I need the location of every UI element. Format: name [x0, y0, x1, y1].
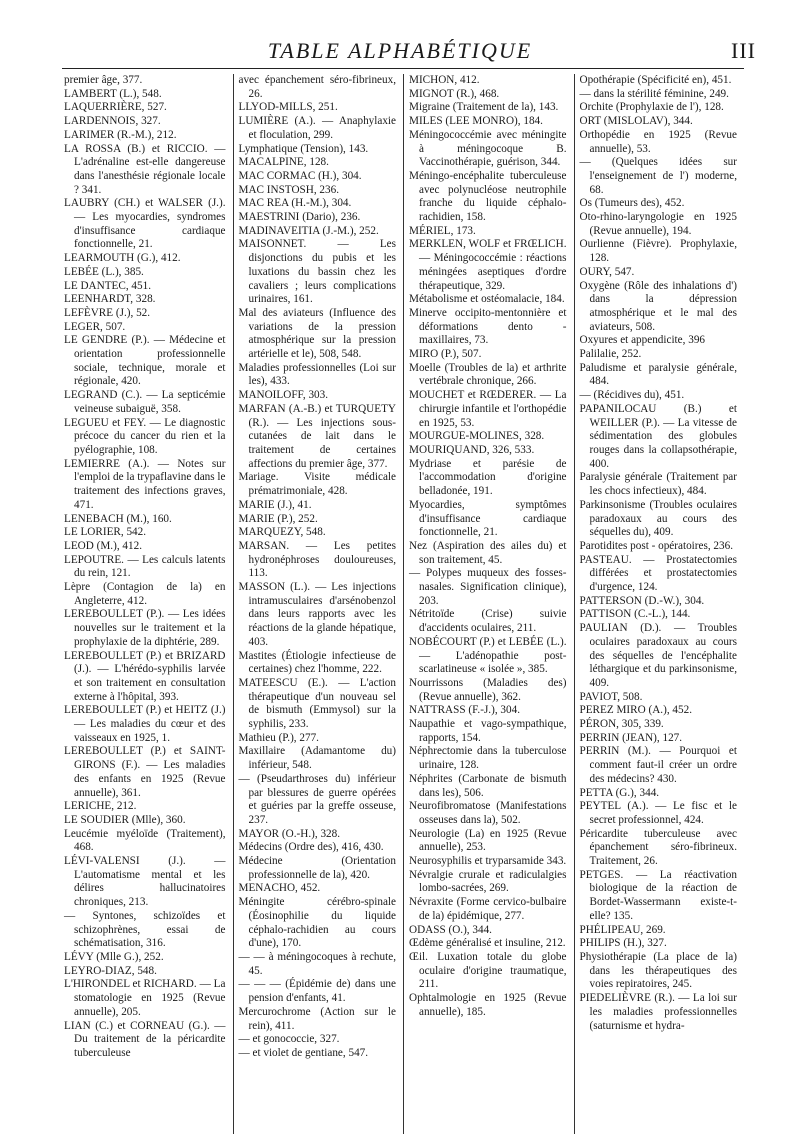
index-entry: Mal des aviateurs (Influence des variations de la pression atmosphérique sur la pression artérielle et le), 508, 548. [238, 306, 396, 361]
index-entry: LAMBERT (L.), 548. [64, 87, 162, 100]
index-entry: Nez (Aspiration des ailes du) et son traitement, 45. [409, 539, 567, 566]
index-entry: LEGRAND (C.). — La septicémie veineuse subaiguë, 358. [64, 389, 226, 415]
index-entry: Mercurochrome (Action sur le rein), 411. [238, 1005, 396, 1032]
index-entry: Névralgie crurale et radiculalgies lombo-sacrées, 269. [409, 868, 567, 895]
index-entry: Naupathie et vago-sympathique, rapports, 154. [409, 718, 567, 744]
index-entry: LIAN (C.) et CORNEAU (G.). — Du traitement de la péricardite tuberculeuse [64, 1019, 226, 1059]
index-entry: MARSAN. — Les petites hydronéphroses douloureuses, 113. [238, 539, 396, 580]
index-entry: MATEESCU (E.). — L'action thérapeutique d'un nouveau sel de bismuth (Emmysol) sur la syphilis, 233. [238, 676, 396, 731]
index-entry: MAC CORMAC (H.), 304. [238, 169, 362, 182]
index-entry: PIEDELIÈVRE (R.). — La loi sur les maladies professionnelles (saturnisme et hydra- [579, 992, 737, 1032]
index-entry: — (Récidives du), 451. [579, 389, 685, 402]
index-entry: premier âge, 377. [64, 74, 143, 86]
index-column-4 [574, 74, 745, 1134]
index-entry: LEREBOULLET (P.) et BRIZARD (J.). — L'hérédo-syphilis larvée et son traitement en consultation externe à l'hôpital, 393. [64, 649, 226, 703]
index-entry: LEYRO-DIAZ, 548. [64, 964, 157, 977]
index-entry: PEREZ MIRO (A.), 452. [579, 704, 692, 717]
index-entry: Méningite cérébro-spinale (Éosinophilie du liquide céphalo-rachidien au cours d'une), 170. [238, 896, 396, 950]
index-column-2 [233, 74, 404, 1134]
index-entry: Orthopédie en 1925 (Revue annuelle), 53. [579, 128, 737, 155]
index-entry: Neurosyphilis et tryparsamide 343. [409, 855, 567, 868]
index-entry: LUMIÈRE (A.). — Anaphylaxie et floculation, 299. [238, 115, 396, 141]
index-entry: PAPANILOCAU (B.) et WEILLER (P.). — La vitesse de sédimentation des globules rouges dans la collapsothérapie, 400. [579, 402, 737, 470]
index-entry: Péricardite tuberculeuse avec épanchement séro-fibrineux. Traitement, 26. [579, 827, 737, 868]
index-entry: MARQUEZY, 548. [238, 526, 326, 539]
index-entry: LEFÈVRE (J.), 52. [64, 306, 151, 319]
index-entry: LLYOD-MILLS, 251. [238, 101, 338, 114]
index-entry: LEREBOULLET (P.). — Les idées nouvelles sur le traitement et la prophylaxie de la diphtérie, 289. [64, 608, 226, 648]
index-entry: MIGNOT (R.), 468. [409, 87, 500, 100]
index-entry: Ophtalmologie en 1925 (Revue annuelle), 185. [409, 992, 567, 1018]
index-entry: LEPOUTRE. — Les calculs latents du rein, 121. [64, 553, 226, 580]
index-column-1 [62, 74, 233, 1134]
index-entry: Minerve occipito-mentonnière et déformations dento - maxillaires, 73. [409, 306, 567, 347]
index-entry: Mathieu (P.), 277. [238, 731, 319, 744]
index-entry: MÉRIEL, 173. [409, 224, 476, 237]
index-entry: PHÉLIPEAU, 269. [579, 923, 666, 936]
index-entry: Neurofibromatose (Manifestations osseuses dans la), 502. [409, 800, 567, 826]
index-entry: OURY, 547. [579, 265, 635, 278]
index-entry: Médecins (Ordre des), 416, 430. [238, 841, 384, 854]
index-entry: ORT (MISLOLAV), 344. [579, 115, 693, 128]
index-entry: — (Quelques idées sur l'enseignement de l') moderne, 68. [579, 156, 737, 196]
index-entry: MIRO (P.), 507. [409, 348, 482, 361]
index-entry: MERKLEN, WOLF et FRŒLICH. — Méningococcémie : réactions méningées aseptiques d'ordre thérapeutique, 329. [409, 238, 567, 292]
index-entry: PHILIPS (H.), 327. [579, 937, 667, 950]
index-entry: MAC REA (H.-M.), 304. [238, 197, 352, 210]
index-entry: MADINAVEITIA (J.-M.), 252. [238, 224, 379, 237]
index-entry: MARFAN (A.-B.) et TURQUETY (R.). — Les injections sous-cutanées de lait dans le traitement de certaines affections du premier âge, 377. [238, 402, 396, 470]
index-entry: Physiothérapie (La place de la) dans les thérapeutiques des voies repiratoires, 245. [579, 951, 737, 991]
index-entry: LE LORIER, 542. [64, 526, 147, 539]
page-title: TABLE ALPHABÉTIQUE [267, 38, 533, 63]
index-entry: MACALPINE, 128. [238, 156, 329, 169]
index-column-3 [403, 74, 574, 1134]
index-entry: Méningococcémie avec méningite à méningocoque B. Vaccinothérapie, guérison, 344. [409, 128, 567, 169]
index-entry: LEOD (M.), 412. [64, 539, 142, 552]
index-entry: LEGUEU et FEY. — Le diagnostic précoce du cancer du rien et la pyélographie, 108. [64, 416, 226, 456]
index-entry: MOURGUE-MOLINES, 328. [409, 430, 545, 443]
index-entry: Névraxite (Forme cervico-bulbaire de la) épidémique, 277. [409, 896, 567, 922]
index-entry: PÉRON, 305, 339. [579, 718, 664, 731]
index-entry: Os (Tumeurs des), 452. [579, 197, 685, 210]
index-entry: MOUCHET et RŒDERER. — La chirurgie infantile et l'orthopédie en 1925, 53. [409, 389, 567, 429]
index-entry: LEMIERRE (A.). — Notes sur l'emploi de la trypaflavine dans le traitement des infections graves, 471. [64, 457, 226, 511]
index-entry: MARIE (P.), 252. [238, 512, 318, 525]
index-entry: Nourrissons (Maladies des) (Revue annuelle), 362. [409, 676, 567, 703]
index-entry: PAULIAN (D.). — Troubles oculaires paradoxaux au cours des séquelles de l'encéphalite léthargique et du parkinsonisme, 409. [579, 622, 737, 689]
header-rule [62, 68, 744, 69]
index-entry: MICHON, 412. [409, 74, 480, 86]
index-entry: Oxygène (Rôle des inhalations d') dans la dépression atmosphérique et le mal des aviateurs, 508. [579, 279, 737, 333]
index-entry: PERRIN (M.). — Pourquoi et comment faut-il créer un ordre des médecins? 430. [579, 745, 737, 785]
index-entry: MENACHO, 452. [238, 882, 321, 895]
index-entry: MAYOR (O.-H.), 328. [238, 827, 341, 840]
index-entry: Parotidites post - opératoires, 236. [579, 539, 733, 552]
index-entry: — dans la stérilité féminine, 249. [579, 87, 729, 100]
index-entry: LÉVY (Mlle G.), 252. [64, 951, 164, 963]
index-entry: PASTEAU. — Prostatectomies différées et prostatectomies d'urgence, 124. [579, 553, 737, 594]
index-entry: Maxillaire (Adamantome du) inférieur, 548. [238, 745, 396, 772]
index-entry: PETGES. — La réactivation biologique de la réaction de Bordet-Wassermann existe-t-elle? 135. [579, 868, 737, 922]
index-entry: Mydriase et parésie de l'accommodation d'origine belladonée, 191. [409, 457, 567, 498]
index-entry: Leucémie myéloïde (Traitement), 468. [64, 827, 226, 854]
index-entry: NATTRASS (F.-J.), 304. [409, 704, 520, 717]
index-entry: — (Pseudarthroses du) inférieur par blessures de guerre opérées et guéries par la greffe osseuse, 237. [238, 772, 396, 826]
index-entry: LERICHE, 212. [64, 800, 137, 813]
index-entry: LEARMOUTH (G.), 412. [64, 252, 181, 265]
index-entry: — — à méningocoques à rechute, 45. [238, 951, 396, 977]
index-entry: — Syntones, schizoïdes et schizophrènes, essai de schématisation, 316. [64, 909, 226, 950]
index-entry: Oxyures et appendicite, 396 [579, 334, 706, 347]
index-entry: Médecine (Orientation professionnelle de la), 420. [238, 855, 396, 881]
index-entry: Ourlienne (Fièvre). Prophylaxie, 128. [579, 238, 737, 265]
index-entry: MANOILOFF, 303. [238, 389, 329, 402]
index-entry: Mastites (Étiologie infectieuse de certaines) chez l'homme, 222. [238, 649, 396, 676]
index-entry: Métabolisme et ostéomalacie, 184. [409, 293, 565, 306]
index-entry: Œdème généralisé et insuline, 212. [409, 937, 566, 950]
index-entry: Migraine (Traitement de la), 143. [409, 101, 559, 114]
index-entry: Orchite (Prophylaxie de l'), 128. [579, 101, 724, 114]
index-entry: PATTISON (C.-L.), 144. [579, 608, 691, 621]
index-entry: MOURIQUAND, 326, 533. [409, 443, 535, 456]
index-entry: LEBÉE (L.), 385. [64, 265, 144, 278]
index-entry: Myocardies, symptômes d'insuffisance cardiaque fonctionnelle, 21. [409, 498, 567, 539]
index-entry: Oto-rhino-laryngologie en 1925 (Revue annuelle), 194. [579, 211, 737, 237]
index-entry: PETTA (G.), 344. [579, 786, 660, 799]
index-entry: Lèpre (Contagion de la) en Angleterre, 412. [64, 581, 226, 607]
index-entry: Méningo-encéphalite tuberculeuse avec polynucléose neutrophile franche du liquide céphalo-rachidien, 158. [409, 169, 567, 224]
index-entry: Parkinsonisme (Troubles oculaires paradoxaux au cours des séquelles du), 409. [579, 498, 737, 539]
running-head [0, 38, 800, 68]
index-entry: — Polypes muqueux des fosses-nasales. Signification clinique), 203. [409, 567, 567, 607]
index-entry: Paralysie générale (Traitement par les chocs infectieux), 484. [579, 471, 737, 498]
index-entry: — et gonococcie, 327. [238, 1033, 340, 1046]
index-entry: Néphrites (Carbonate de bismuth dans les), 506. [409, 772, 567, 799]
index-entry: LÉVI-VALENSI (J.). — L'automatisme mental et les délires hallucinatoires chroniques, 213. [64, 855, 226, 909]
index-entry: Néphrectomie dans la tuberculose urinaire, 128. [409, 745, 567, 772]
index-columns [62, 74, 744, 1134]
index-entry: LA ROSSA (B.) et RICCIO. — L'adrénaline est-elle dangereuse dans l'anesthésie régionale locale ? 341. [64, 142, 226, 196]
index-entry: PERRIN (JEAN), 127. [579, 731, 683, 744]
index-entry: MASSON (L.). — Les injections intramusculaires d'arsénobenzol dans leurs rapports avec les réactions de la glande hépatique, 403. [238, 581, 396, 648]
index-entry: — — — (Épidémie de) dans une pension d'enfants, 41. [238, 978, 396, 1005]
index-entry: Œil. Luxation totale du globe oculaire d'origine traumatique, 211. [409, 951, 567, 991]
index-entry: MAESTRINI (Dario), 236. [238, 211, 361, 224]
index-entry: LARIMER (R.-M.), 212. [64, 128, 177, 141]
index-entry: Nétritoïde (Crise) suivie d'accidents oculaires, 211. [409, 608, 567, 635]
index-entry: L'HIRONDEL et RICHARD. — La stomatologie en 1925 (Revue annuelle), 205. [64, 978, 226, 1018]
index-entry: Lymphatique (Tension), 143. [238, 142, 369, 155]
page-number: III [731, 38, 756, 63]
index-entry: LEENHARDT, 328. [64, 293, 156, 306]
index-entry: LARDENNOIS, 327. [64, 115, 161, 128]
index-entry: Moelle (Troubles de la) et arthrite vertébrale chronique, 266. [409, 361, 567, 388]
index-entry: Palilalie, 252. [579, 348, 642, 361]
index-entry: MILES (LEE MONRO), 184. [409, 115, 543, 128]
index-entry: NOBÉCOURT (P.) et LEBÉE (L.). — L'adénopathie post-scarlatineuse « isolée », 385. [409, 635, 567, 676]
index-entry: Maladies professionnelles (Loi sur les), 433. [238, 361, 396, 388]
index-entry: LAQUERRIÈRE, 527. [64, 101, 167, 114]
index-entry: Paludisme et paralysie générale, 484. [579, 361, 737, 388]
index-entry: LEREBOULLET (P.) et HEITZ (J.) — Les maladies du cœur et des vaisseaux en 1925, 1. [64, 704, 226, 744]
index-entry: MAC INSTOSH, 236. [238, 183, 339, 196]
index-entry: MARIE (J.), 41. [238, 498, 312, 511]
index-entry: PEYTEL (A.). — Le fisc et le secret professionnel, 424. [579, 800, 737, 826]
index-entry: LEREBOULLET (P.) et SAINT-GIRONS (F.). — Les maladies des enfants en 1925 (Revue annuelle), 361. [64, 745, 226, 799]
index-entry: PAVIOT, 508. [579, 690, 643, 703]
index-entry: LENEBACH (M.), 160. [64, 512, 172, 525]
index-entry: PATTERSON (D.-W.), 304. [579, 594, 705, 607]
index-entry: avec épanchement séro-fibrineux, 26. [238, 74, 396, 100]
index-entry: — et violet de gentiane, 547. [238, 1046, 369, 1059]
index-entry: LE DANTEC, 451. [64, 279, 152, 292]
index-entry: Opothérapie (Spécificité en), 451. [579, 74, 732, 86]
index-entry: Neurologie (La) en 1925 (Revue annuelle), 253. [409, 827, 567, 854]
index-entry: ODASS (O.), 344. [409, 923, 492, 936]
index-entry: Mariage. Visite médicale prématrimoniale, 428. [238, 471, 396, 498]
index-entry: LAUBRY (CH.) et WALSER (J.). — Les myocardies, syndromes d'insuffisance cardiaque fonctionnelle, 21. [64, 197, 226, 251]
index-entry: LE SOUDIER (Mlle), 360. [64, 813, 186, 826]
index-entry: MAISONNET. — Les disjonctions du pubis et les luxations du bassin chez les cavaliers ; leurs complications urinaires, 161. [238, 238, 396, 306]
index-entry: LEGER, 507. [64, 320, 126, 333]
index-entry: LE GENDRE (P.). — Médecine et orientation professionnelle sociale, technique, morale et régionale, 420. [64, 334, 226, 388]
